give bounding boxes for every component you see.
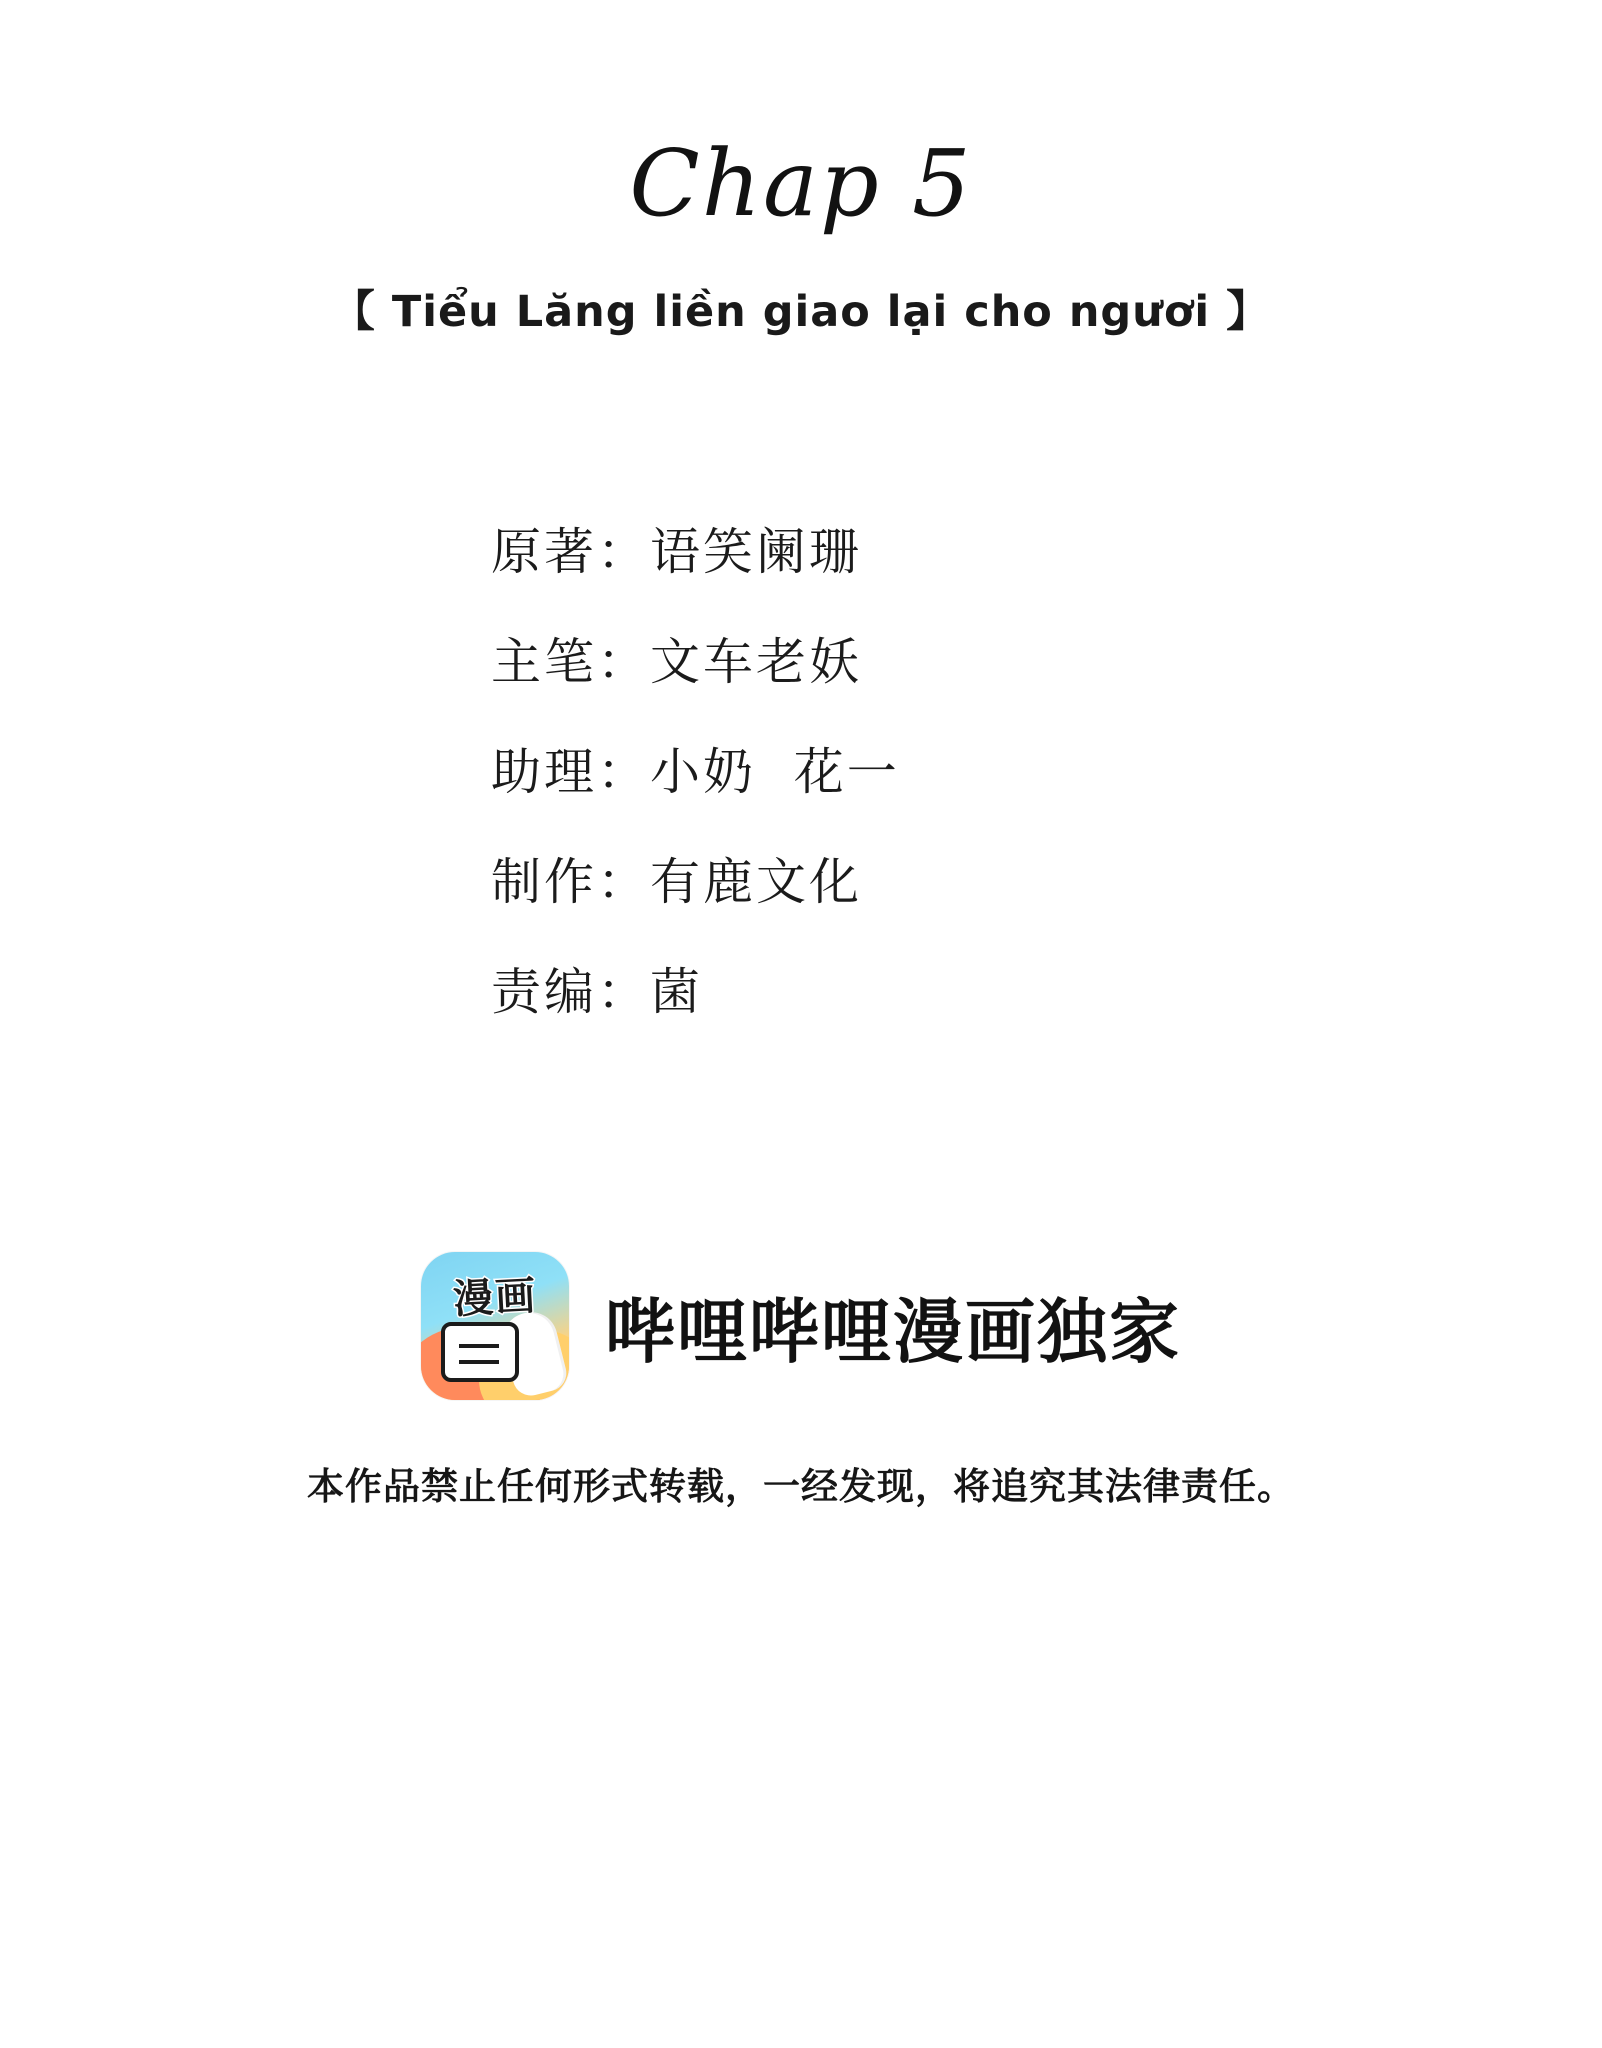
logo-card-shape	[441, 1322, 519, 1382]
credit-row	[491, 963, 703, 1021]
credit-value: 文车老妖	[650, 633, 862, 691]
credit-value: 菌	[650, 963, 703, 1021]
logo-text: 漫画	[452, 1272, 539, 1324]
credit-value: 小奶 花一	[650, 743, 900, 801]
credit-label: 原著：	[491, 523, 650, 581]
credit-row	[491, 633, 862, 691]
chapter-subtitle: 【 Tiểu Lăng liền giao lại cho ngươi 】	[331, 287, 1271, 337]
credit-label: 责编：	[491, 963, 650, 1021]
credit-label: 主笔：	[491, 633, 650, 691]
credit-label: 助理：	[491, 743, 650, 801]
copyright-notice: 本作品禁止任何形式转载，一经发现，将追究其法律责任。	[307, 1465, 1295, 1508]
chapter-title: Chap 5	[629, 130, 973, 237]
credit-value: 有鹿文化	[650, 853, 862, 911]
brand-title: 哔哩哔哩漫画独家	[605, 1290, 1181, 1373]
bilibili-manga-app-icon	[421, 1252, 569, 1400]
credit-row	[491, 853, 862, 911]
credit-row	[491, 743, 900, 801]
brand-block	[421, 1252, 1181, 1400]
credit-label: 制作：	[491, 853, 650, 911]
credit-value: 语笑阑珊	[650, 523, 862, 581]
credits-list	[491, 523, 1111, 1021]
credit-row	[491, 523, 862, 581]
